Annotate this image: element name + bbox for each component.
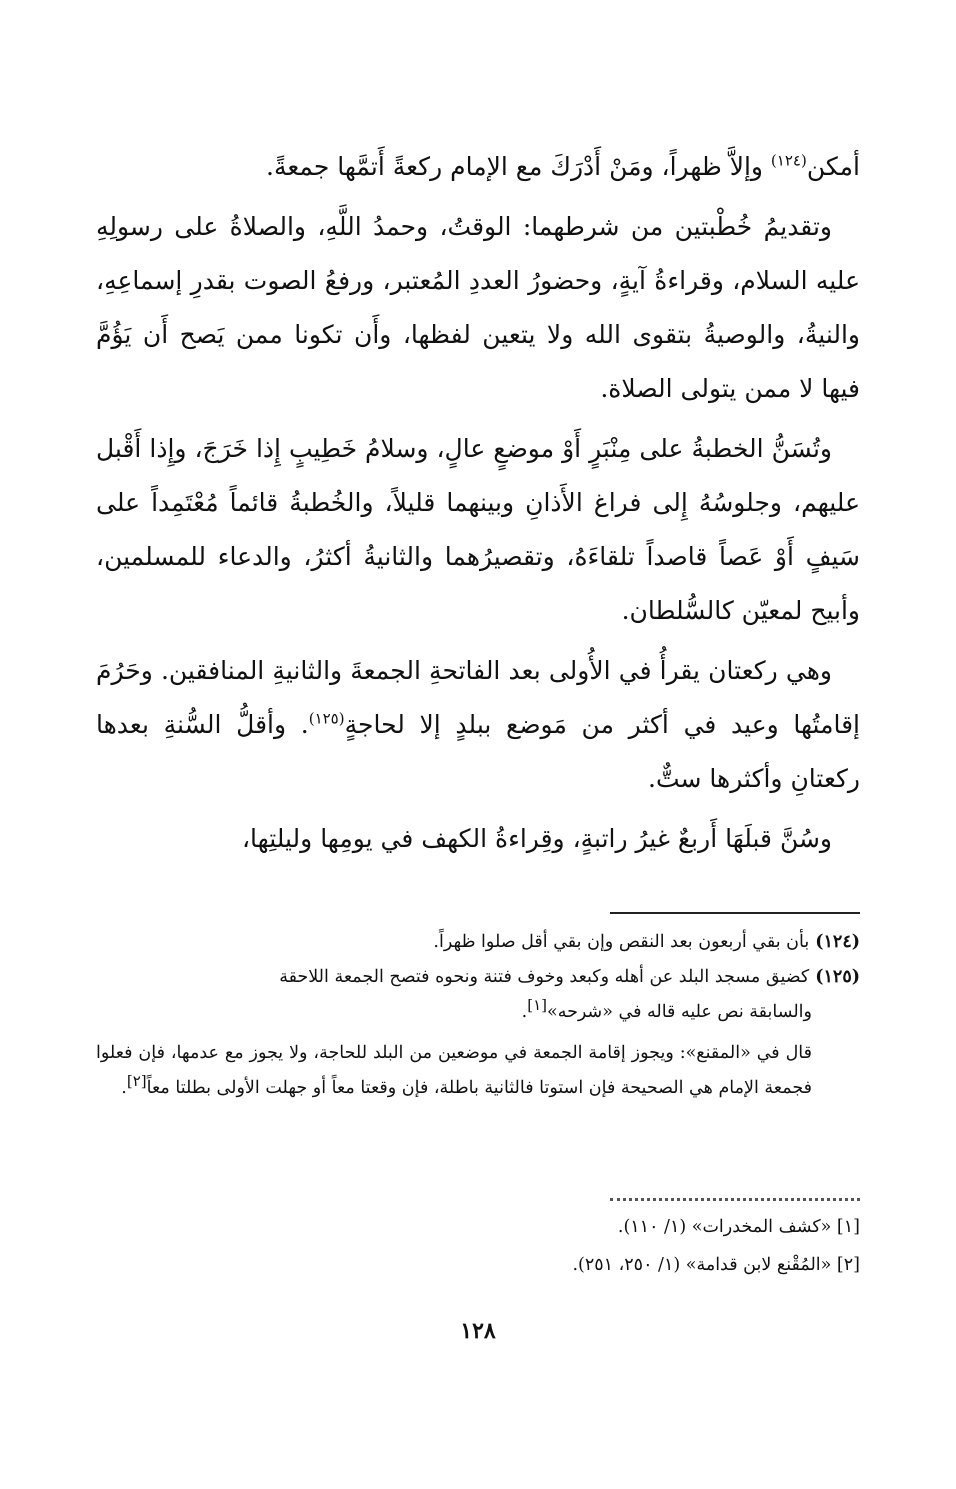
source-1: [١] «كشف المخدرات» (١/ ١١٠).	[617, 1217, 860, 1237]
paragraph-text: أمكن	[806, 152, 860, 181]
sources	[96, 1208, 860, 1284]
source-2: [٢] «المُقْنع لابن قدامة» (١/ ٢٥٠، ٢٥١).	[572, 1255, 860, 1275]
paragraph-text: وهي ركعتان يقرأُ في الأُولى بعد الفاتحةِ الجمعةَ والثانيةِ المنافقين. وحَرُمَ إقامتُها وعيد في أكثر من مَوضع ببلدٍ إلا لحاجةٍ	[96, 656, 860, 739]
source-ref-2[interactable]: [٢]	[126, 1072, 147, 1091]
footnote-number: (١٢٥)	[815, 967, 860, 987]
paragraph-3	[96, 422, 860, 638]
paragraph-2	[96, 200, 860, 416]
footnote-125-quote	[96, 1036, 860, 1106]
footnote-125-continuation	[96, 995, 860, 1030]
paragraph-text: . وأقلُّ السُّنةِ بعدها ركعتانِ وأكثرها ستٌّ.	[96, 710, 860, 793]
footnote-text: قال في «المقنع»: ويجوز إقامة الجمعة في موضعين من البلد للحاجة، ولا يجوز مع عدمها، فإن فعلوا فجمعة الإمام هي الصحيحة فإن استوتا فالثانية باطلة، فإن وقعتا معاً أو جهلت الأولى بطلتا معاً	[96, 1043, 812, 1098]
footnote-number: (١٢٤)	[815, 932, 860, 952]
paragraph-4	[96, 644, 860, 806]
paragraph-text: وتقديمُ خُطْبتين من شرطهما: الوقتُ، وحمدُ اللَّهِ، والصلاةُ على رسولِهِ عليه السلام، وقراءةُ آيةٍ، وحضورُ العددِ المُعتبر، ورفعُ الصوت بقدرِ إسماعِهِ، والنيةُ، والوصيةُ بتقوى الله ولا يتعين لفظها، وأَن تكونا ممن يَصح أَن يَؤُمَّ فيها لا ممن يتولى الصلاة.	[96, 212, 860, 403]
footnote-text: .	[121, 1078, 127, 1098]
paragraph-text: وسُنَّ قبلَهَا أَربعٌ غيرُ راتبةٍ، وقِراءةُ الكهف في يومِها وليلتِها،	[241, 824, 832, 853]
paragraph-text: وإلاَّ ظهراً، ومَنْ أَدْرَكَ مع الإمام ركعةً أَتمَّها جمعةً.	[266, 152, 771, 181]
footnote-text: والسابقة نص عليه قاله في «شرحه»	[546, 1002, 812, 1022]
source-ref-1[interactable]: [١]	[527, 996, 547, 1015]
paragraph-1	[96, 140, 860, 194]
footnote-text: .	[521, 1002, 528, 1022]
footnote-124	[96, 925, 860, 960]
paragraph-5	[96, 812, 860, 866]
footnote-125	[96, 960, 860, 995]
paragraph-text: وتُسَنُّ الخطبةُ على مِنْبَرٍ أَوْ موضعٍ عالٍ، وسلامُ خَطِيبٍ إِذا خَرَجَ، وإِذا أَقْبل عليهم، وجلوسُهُ إِلى فراغ الأَذانِ وبينهما قليلاً، والخُطبةُ قائماً مُعْتَمِداً على سَيفٍ أَوْ عَصاً قاصداً تلقاءَهُ، وتقصيرُهما والثانيةُ أكثرُ، والدعاء للمسلمين، وأبيح لمعيّن كالسُّلطان.	[96, 434, 860, 625]
footnotes	[96, 925, 860, 1106]
footnote-separator	[610, 912, 860, 914]
footnote-text: كضيق مسجد البلد عن أهله وكبعد وخوف فتنة ونحوه فتصح الجمعة اللاحقة	[279, 967, 810, 987]
footnote-ref-124[interactable]: (١٢٤)	[770, 151, 807, 170]
footnote-ref-125[interactable]: (١٢٥)	[308, 709, 345, 728]
main-text	[96, 140, 860, 872]
footnote-text: بأن بقي أربعون بعد النقص وإن بقي أقل صلوا ظهراً.	[433, 932, 810, 952]
sources-separator	[610, 1198, 860, 1201]
page-number: ١٢٨	[460, 1318, 496, 1344]
